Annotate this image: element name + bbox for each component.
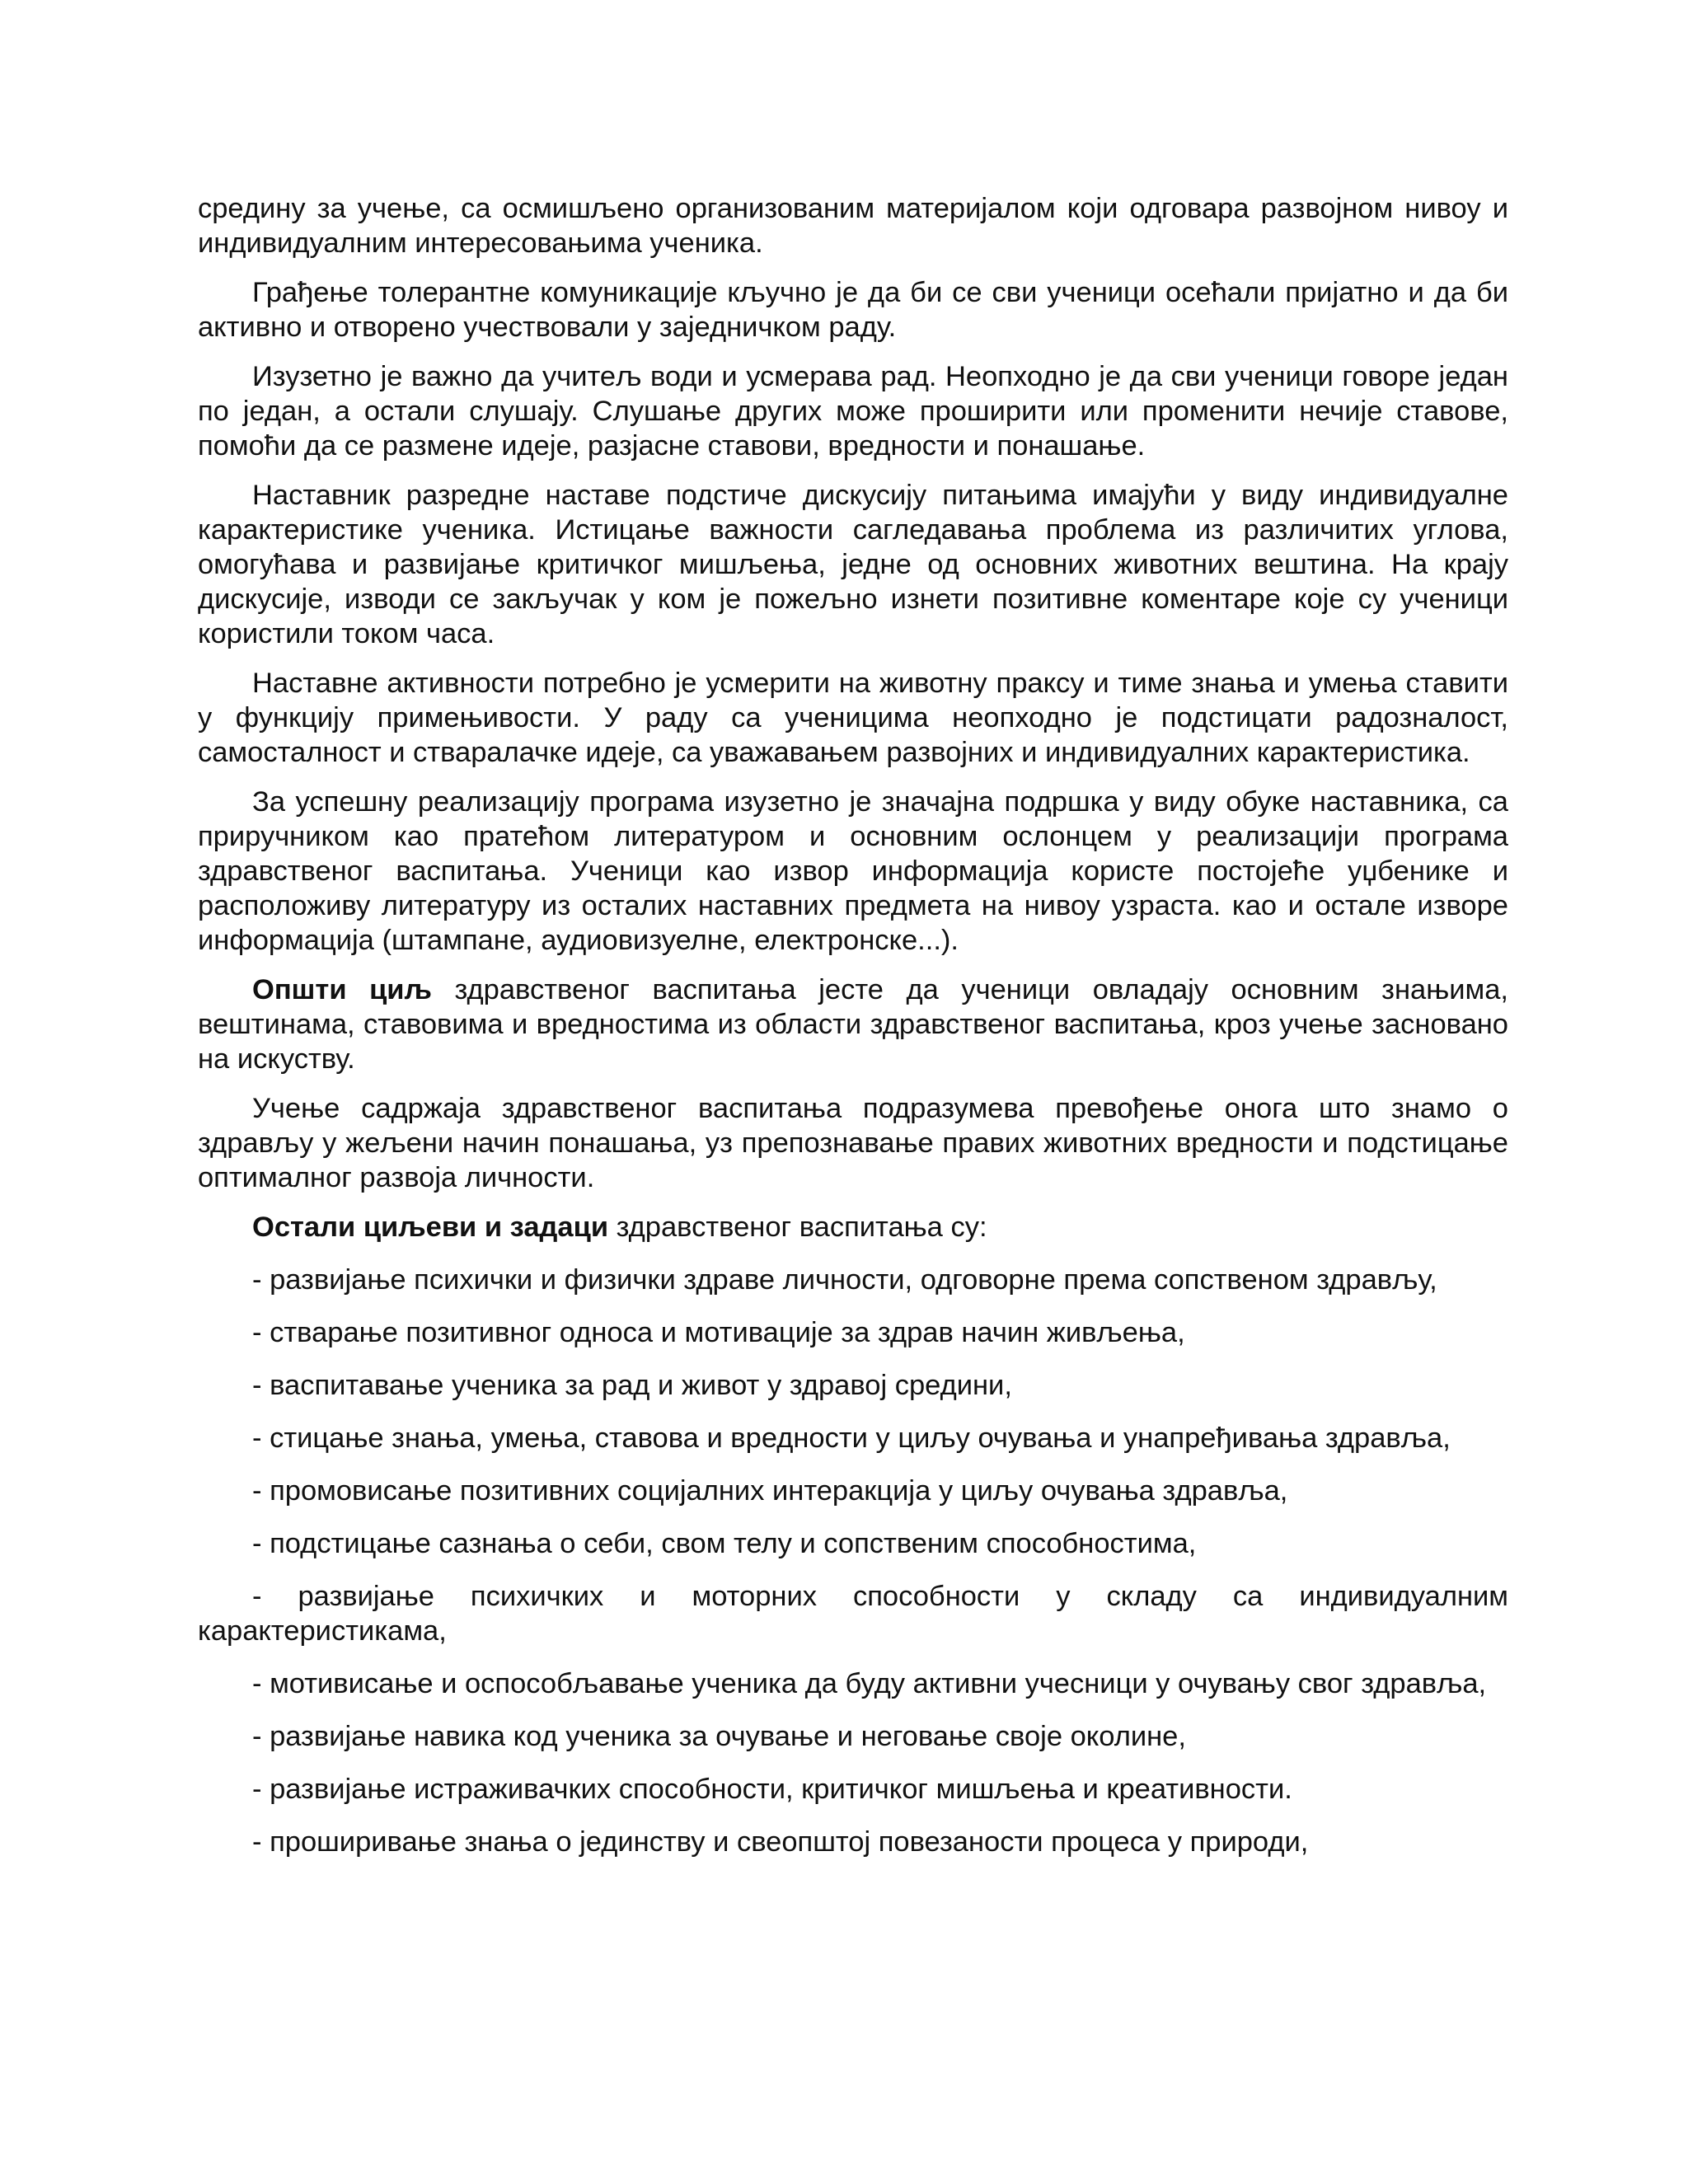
list-item: - развијање навика код ученика за очување и неговање своје околине,	[252, 1721, 1186, 1752]
general-goal-text: здравственог васпитања јесте да ученици овладају основним знањима, вештинама, ставовима и вредностима из области здравственог васпитања, кроз учење засновано на искуству.	[198, 974, 1508, 1075]
list-item: - васпитавање ученика за рад и живот у здравој средини,	[252, 1370, 1012, 1401]
document-page	[198, 191, 1508, 1877]
other-goals-heading: Остали циљеви и задаци	[252, 1212, 609, 1243]
paragraph-activities: Наставне активности потребно је усмерити на животну праксу и тиме знања и умења ставити у функцију примењивости. У раду са ученицима неопходно је подстицати радозналост, самосталност и стваралачке идеје, са уважавањем развојних и индивидуалних карактеристика.	[198, 668, 1508, 768]
list-item: - развијање психичких и моторних способности у складу са индивидуалним карактеристикама,	[198, 1581, 1508, 1647]
list-item: - стицање знања, умења, ставова и вредности у циљу очувања и унапређивања здравља,	[252, 1422, 1451, 1454]
general-goal-heading: Општи циљ	[252, 974, 432, 1005]
list-item: - подстицање сазнања о себи, свом телу и сопственим способностима,	[252, 1528, 1197, 1559]
list-item: - развијање психички и физички здраве личности, одговорне према сопственом здрављу,	[252, 1264, 1437, 1296]
list-item: - промовисање позитивних социјалних интеракција у циљу очувања здравља,	[252, 1475, 1288, 1507]
paragraph-general-goal	[198, 972, 1508, 1076]
paragraph-other-goals	[198, 1210, 1508, 1244]
paragraph-teacher-role: Изузетно је важно да учитељ води и усмерава рад. Неопходно је да сви ученици говоре један по један, а остали слушају. Слушање других може проширити или променити нечије ставове, помоћи да се размене идеје, разјасне ставови, вредности и понашање.	[198, 361, 1508, 462]
paragraph-program-support: За успешну реализацију програма изузетно је значајна подршка у виду обуке наставника, са приручником као пратећом литературом и основним ослонцем у реализацији програма здравственог васпитања. Ученици као извор информација користе постојеће уџбенике и расположиву литературу из осталих наставних предмета на нивоу узраста. као и остале изворе информација (штампане, аудиовизуелне, електронске...).	[198, 786, 1508, 956]
goals-list	[198, 1263, 1508, 1859]
list-item: - проширивање знања о јединству и свеопштој повезаности процеса у природи,	[252, 1826, 1309, 1858]
paragraph-discussion: Наставник разредне наставе подстиче дискусију питањима имајући у виду индивидуалне карактеристике ученика. Истицање важности сагледавања проблема из различитих углова, омогућава и развијање критичког мишљења, једне од основних животних вештина. На крају дискусије, изводи се закључак у ком је пожељно изнети позитивне коментаре које су ученици користили током часа.	[198, 480, 1508, 649]
other-goals-text: здравственог васпитања су:	[608, 1212, 987, 1243]
list-item: - развијање истраживачких способности, критичког мишљења и креативности.	[252, 1774, 1292, 1805]
list-item: - стварање позитивног односа и мотивације за здрав начин живљења,	[252, 1317, 1185, 1348]
paragraph-learning-environment: средину за учење, са осмишљено организованим материјалом који одговара развојном нивоу и индивидуалним интересовањима ученика.	[198, 193, 1508, 259]
paragraph-tolerant-communication: Грађење толерантне комуникације кључно је да би се сви ученици осећали пријатно и да би активно и отворено учествовали у заједничком раду.	[198, 277, 1508, 343]
paragraph-learning-content: Учење садржаја здравственог васпитања подразумева превођење онога што знамо о здрављу у жељени начин понашања, уз препознавање правих животних вредности и подстицање оптималног развоја личности.	[198, 1093, 1508, 1193]
list-item: - мотивисање и оспособљавање ученика да буду активни учесници у очувању свог здравља,	[252, 1668, 1487, 1699]
